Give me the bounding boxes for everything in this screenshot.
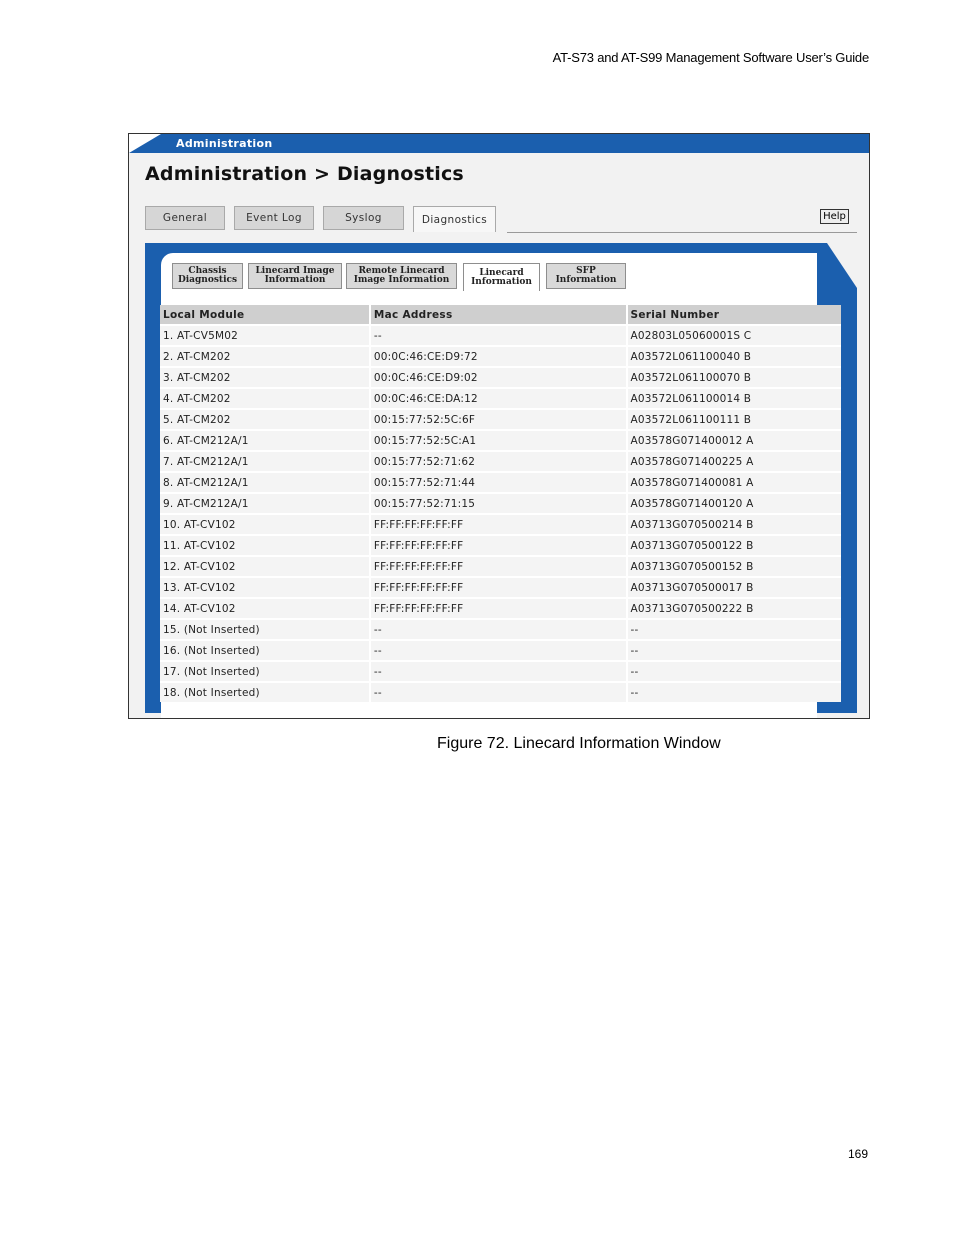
tab-general[interactable]: General bbox=[145, 206, 225, 230]
cell-mac-address: -- bbox=[370, 661, 627, 682]
cell-local-module: 7. AT-CM212A/1 bbox=[160, 451, 370, 472]
cell-serial-number: A03713G070500017 B bbox=[627, 577, 842, 598]
table-body bbox=[160, 325, 841, 702]
help-button[interactable]: Help bbox=[820, 209, 849, 224]
cell-mac-address: FF:FF:FF:FF:FF:FF bbox=[370, 535, 627, 556]
cell-local-module: 14. AT-CV102 bbox=[160, 598, 370, 619]
title-bar bbox=[129, 134, 869, 153]
cell-serial-number: A03578G071400012 A bbox=[627, 430, 842, 451]
cell-mac-address: -- bbox=[370, 682, 627, 702]
page-number: 169 bbox=[847, 1147, 868, 1161]
cell-serial-number: A03578G071400081 A bbox=[627, 472, 842, 493]
subtab-label-line1: Linecard Image bbox=[255, 266, 335, 276]
cell-local-module: 16. (Not Inserted) bbox=[160, 640, 370, 661]
cell-serial-number: A03572L061100040 B bbox=[627, 346, 842, 367]
table-row bbox=[160, 409, 841, 430]
cell-local-module: 12. AT-CV102 bbox=[160, 556, 370, 577]
cell-serial-number: A03713G070500152 B bbox=[627, 556, 842, 577]
column-header-serial-number: Serial Number bbox=[627, 305, 842, 325]
cell-mac-address: -- bbox=[370, 325, 627, 346]
subtab-chassis-diagnostics[interactable] bbox=[172, 263, 243, 289]
cell-mac-address: FF:FF:FF:FF:FF:FF bbox=[370, 598, 627, 619]
title-bar-label: Administration bbox=[176, 137, 273, 150]
cell-local-module: 5. AT-CM202 bbox=[160, 409, 370, 430]
table-row bbox=[160, 598, 841, 619]
table-row bbox=[160, 325, 841, 346]
cell-serial-number: -- bbox=[627, 682, 842, 702]
cell-local-module: 15. (Not Inserted) bbox=[160, 619, 370, 640]
cell-mac-address: FF:FF:FF:FF:FF:FF bbox=[370, 577, 627, 598]
cell-serial-number: A03713G070500214 B bbox=[627, 514, 842, 535]
figure-caption: Figure 72. Linecard Information Window bbox=[437, 735, 721, 752]
table-row bbox=[160, 577, 841, 598]
tab-baseline bbox=[507, 232, 857, 233]
cell-serial-number: -- bbox=[627, 661, 842, 682]
cell-local-module: 17. (Not Inserted) bbox=[160, 661, 370, 682]
cell-serial-number: -- bbox=[627, 619, 842, 640]
cell-local-module: 1. AT-CV5M02 bbox=[160, 325, 370, 346]
subtab-remote-linecard-image-information[interactable] bbox=[346, 263, 457, 289]
cell-serial-number: -- bbox=[627, 640, 842, 661]
linecard-table bbox=[160, 305, 841, 702]
panel-corner-cut bbox=[827, 243, 857, 288]
cell-mac-address: 00:15:77:52:71:44 bbox=[370, 472, 627, 493]
tab-syslog[interactable]: Syslog bbox=[323, 206, 404, 230]
table-row bbox=[160, 451, 841, 472]
subtab-label-line2: Information bbox=[264, 275, 326, 285]
subtab-label-line2: Information bbox=[555, 275, 617, 285]
linecard-information-window bbox=[128, 133, 870, 719]
cell-serial-number: A03572L061100014 B bbox=[627, 388, 842, 409]
cell-mac-address: FF:FF:FF:FF:FF:FF bbox=[370, 514, 627, 535]
cell-serial-number: A03713G070500222 B bbox=[627, 598, 842, 619]
table-row bbox=[160, 367, 841, 388]
cell-mac-address: 00:0C:46:CE:DA:12 bbox=[370, 388, 627, 409]
column-header-mac-address: Mac Address bbox=[370, 305, 627, 325]
cell-serial-number: A03713G070500122 B bbox=[627, 535, 842, 556]
cell-local-module: 18. (Not Inserted) bbox=[160, 682, 370, 702]
title-bar-notch bbox=[129, 134, 161, 153]
cell-local-module: 3. AT-CM202 bbox=[160, 367, 370, 388]
table-row bbox=[160, 556, 841, 577]
tab-diagnostics[interactable]: Diagnostics bbox=[413, 206, 496, 232]
cell-local-module: 4. AT-CM202 bbox=[160, 388, 370, 409]
cell-mac-address: 00:15:77:52:5C:6F bbox=[370, 409, 627, 430]
subtab-label-line2: Diagnostics bbox=[177, 275, 238, 285]
cell-local-module: 11. AT-CV102 bbox=[160, 535, 370, 556]
table-header-row bbox=[160, 305, 841, 325]
table-row bbox=[160, 535, 841, 556]
cell-serial-number: A03578G071400225 A bbox=[627, 451, 842, 472]
cell-local-module: 2. AT-CM202 bbox=[160, 346, 370, 367]
cell-mac-address: -- bbox=[370, 619, 627, 640]
cell-serial-number: A03578G071400120 A bbox=[627, 493, 842, 514]
table-row bbox=[160, 661, 841, 682]
cell-serial-number: A02803L05060001S C bbox=[627, 325, 842, 346]
cell-mac-address: 00:15:77:52:5C:A1 bbox=[370, 430, 627, 451]
column-header-local-module: Local Module bbox=[160, 305, 370, 325]
cell-local-module: 6. AT-CM212A/1 bbox=[160, 430, 370, 451]
cell-mac-address: 00:15:77:52:71:15 bbox=[370, 493, 627, 514]
running-header: AT-S73 and AT-S99 Management Software User’s Guide bbox=[552, 50, 869, 65]
subtab-label-line1: SFP bbox=[576, 266, 596, 276]
table-row bbox=[160, 472, 841, 493]
subtab-label-line1: Linecard bbox=[479, 267, 524, 278]
subtab-label-line2: Information bbox=[471, 276, 532, 287]
cell-serial-number: A03572L061100070 B bbox=[627, 367, 842, 388]
subtab-sfp-information[interactable] bbox=[546, 263, 626, 289]
page-title: Administration > Diagnostics bbox=[145, 163, 464, 185]
cell-local-module: 13. AT-CV102 bbox=[160, 577, 370, 598]
table-row bbox=[160, 640, 841, 661]
cell-local-module: 10. AT-CV102 bbox=[160, 514, 370, 535]
cell-mac-address: 00:15:77:52:71:62 bbox=[370, 451, 627, 472]
table-row bbox=[160, 619, 841, 640]
table-row bbox=[160, 682, 841, 702]
table-row bbox=[160, 388, 841, 409]
cell-serial-number: A03572L061100111 B bbox=[627, 409, 842, 430]
cell-mac-address: FF:FF:FF:FF:FF:FF bbox=[370, 556, 627, 577]
subtab-linecard-image-information[interactable] bbox=[248, 263, 342, 289]
table-row bbox=[160, 493, 841, 514]
main-tabs bbox=[145, 206, 855, 234]
table-row bbox=[160, 430, 841, 451]
subtab-linecard-information[interactable] bbox=[463, 263, 540, 291]
cell-mac-address: -- bbox=[370, 640, 627, 661]
cell-local-module: 9. AT-CM212A/1 bbox=[160, 493, 370, 514]
cell-local-module: 8. AT-CM212A/1 bbox=[160, 472, 370, 493]
tab-event-log[interactable]: Event Log bbox=[234, 206, 314, 230]
cell-mac-address: 00:0C:46:CE:D9:02 bbox=[370, 367, 627, 388]
subtab-label-line1: Chassis bbox=[188, 266, 227, 276]
table-row bbox=[160, 514, 841, 535]
cell-mac-address: 00:0C:46:CE:D9:72 bbox=[370, 346, 627, 367]
table-row bbox=[160, 346, 841, 367]
subtab-label-line2: Image Information bbox=[353, 275, 450, 285]
subtab-label-line1: Remote Linecard bbox=[358, 266, 445, 276]
